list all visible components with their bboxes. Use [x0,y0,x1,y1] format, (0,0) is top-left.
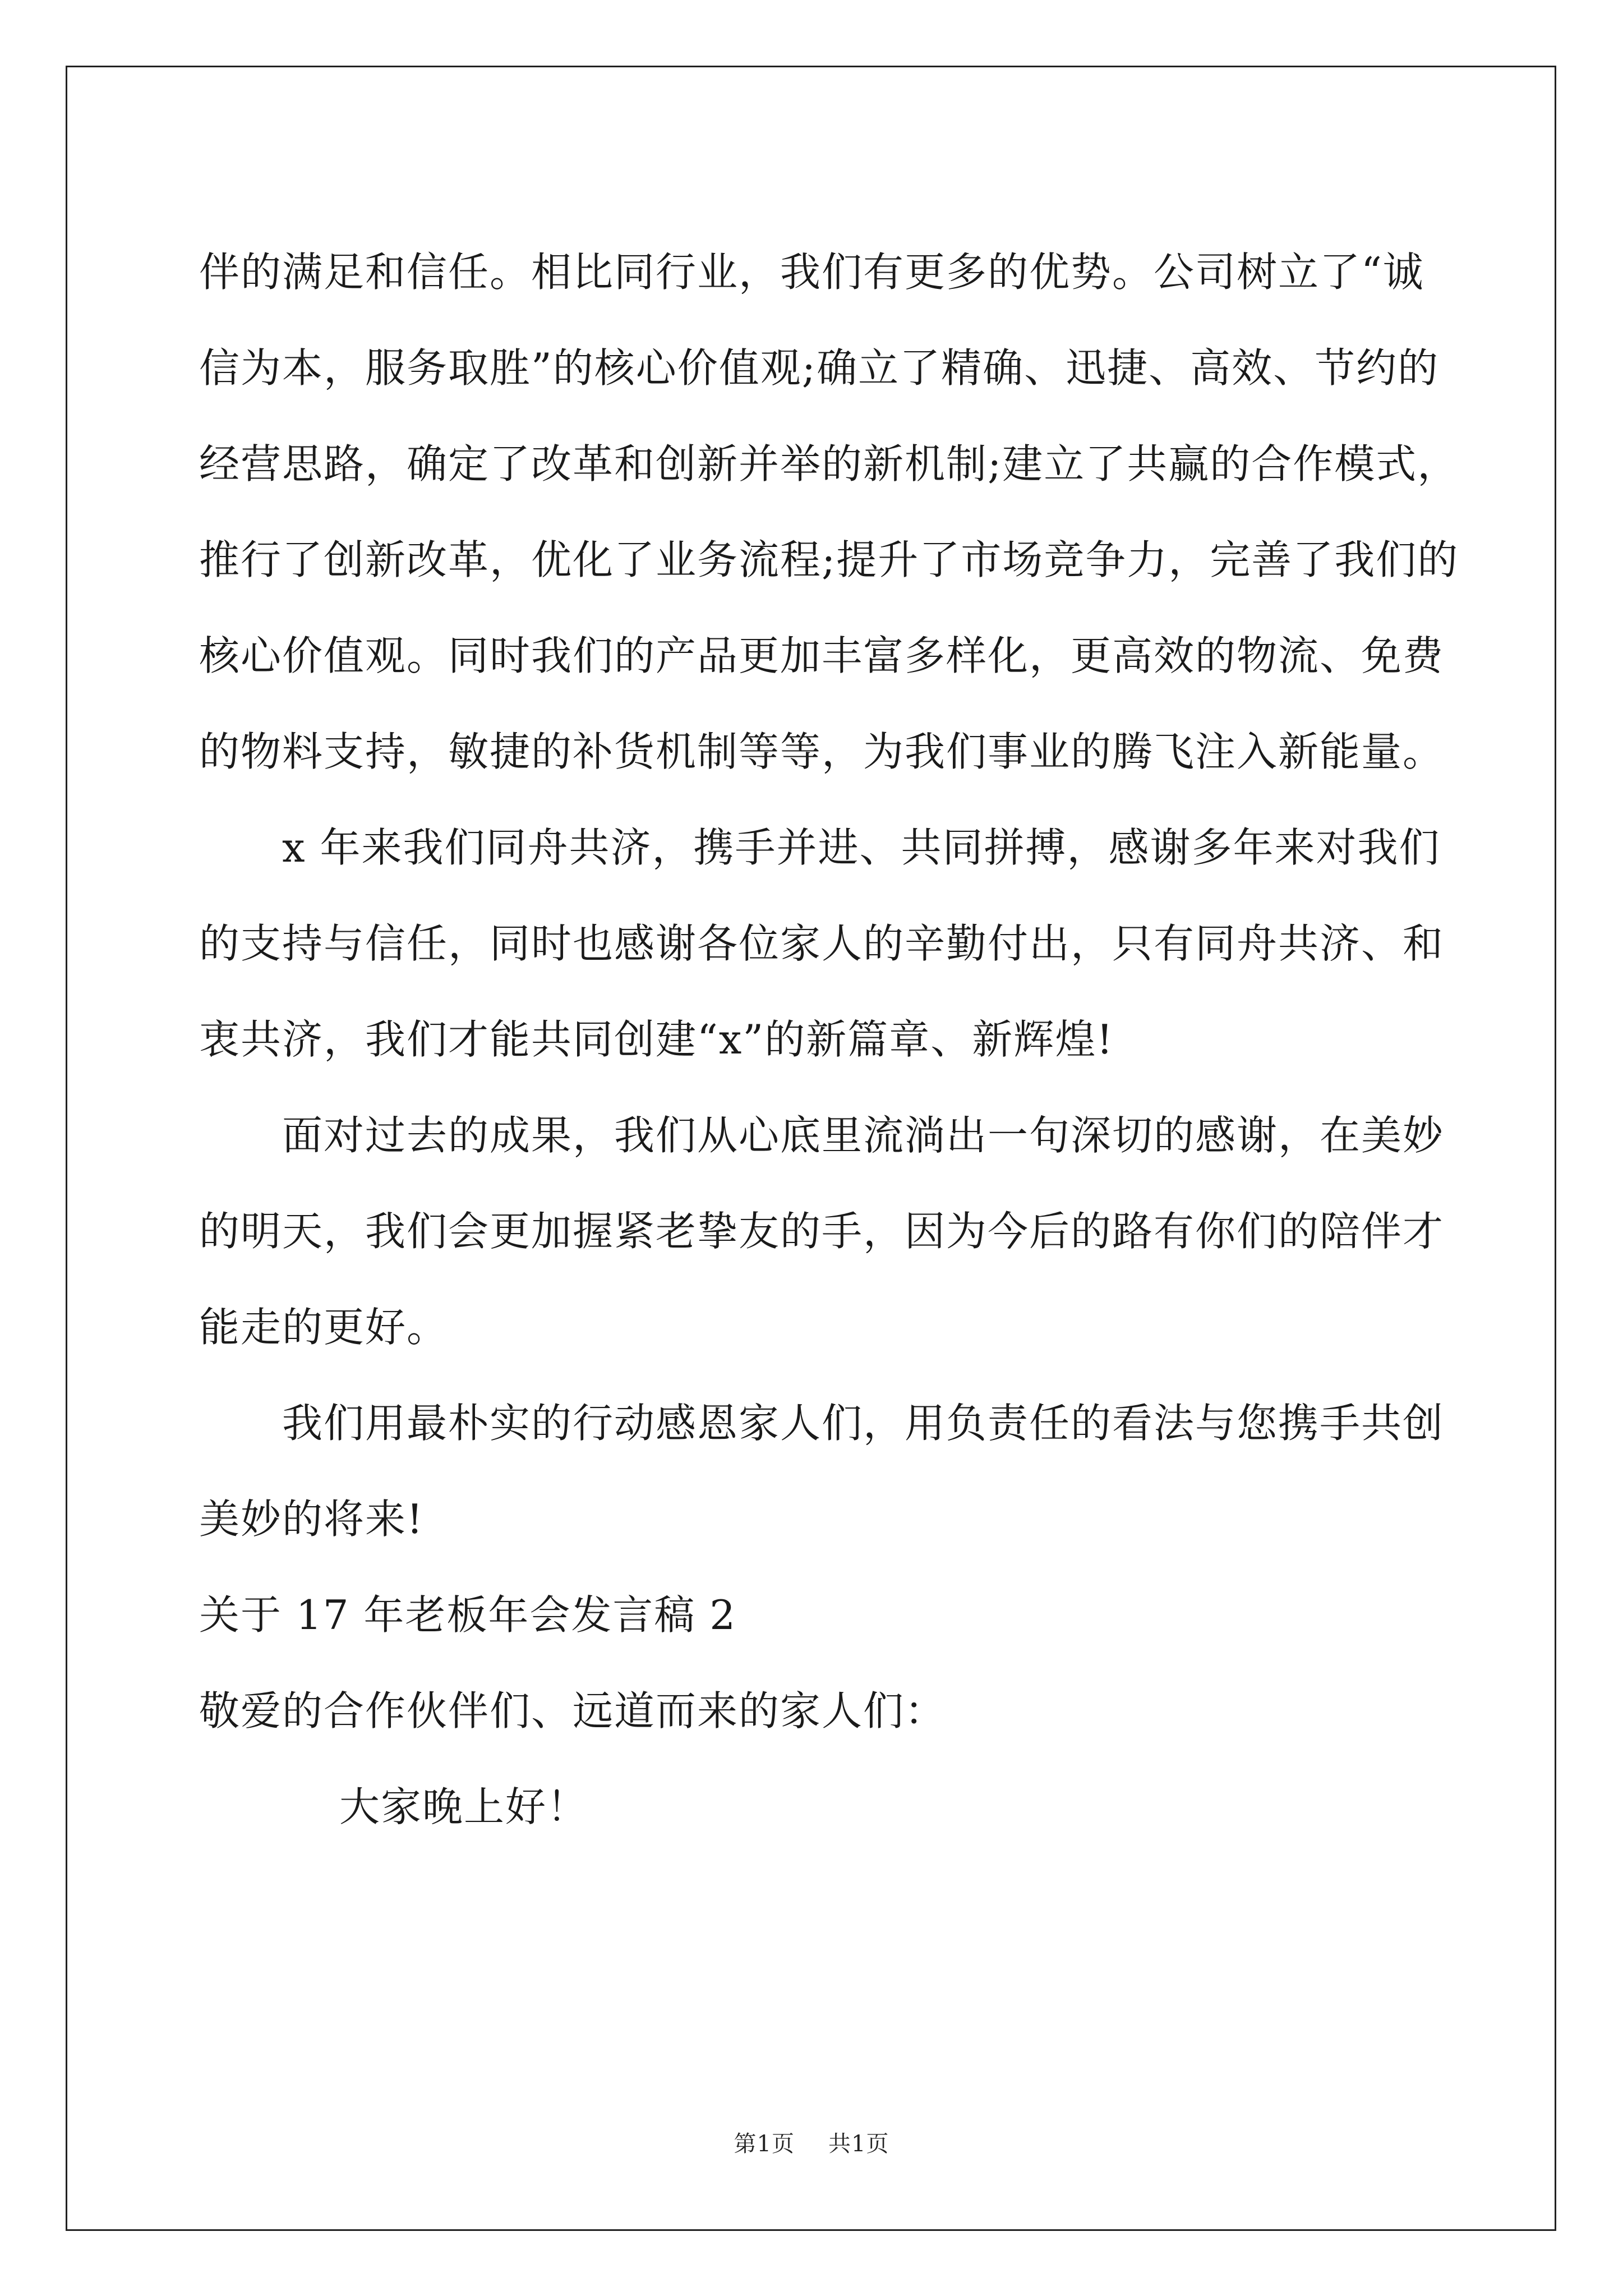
paragraph-line: x 年来我们同舟共济，携手并进、共同拼搏，感谢多年来对我们 [282,824,1441,871]
salutation: 敬爱的合作伙伴们、远道而来的家人们： [199,1687,947,1734]
document-body [199,224,1459,1855]
paragraph-line: 推行了创新改革，优化了业务流程;提升了市场竞争力，完善了我们的 [199,536,1459,583]
paragraph-line: 经营思路，确定了改革和创新并举的新机制;建立了共赢的合作模式， [199,440,1459,487]
paragraph-line: 的物料支持，敏捷的补货机制等等，为我们事业的腾飞注入新能量。 [199,728,1445,775]
paragraph-line: 我们用最朴实的行动感恩家人们，用负责任的看法与您携手共创 [282,1400,1445,1447]
paragraph-line: 伴的满足和信任。相比同行业，我们有更多的优势。公司树立了“诚 [199,249,1424,296]
paragraph-line: 信为本，服务取胜”的核心价值观;确立了精确、迅捷、高效、节约的 [199,344,1440,392]
page-number: 第1页 [734,2131,795,2157]
greeting: 大家晚上好！ [339,1783,589,1830]
paragraph-line: 衷共济，我们才能共同创建“x”的新篇章、新辉煌! [199,1016,1114,1063]
page-footer [0,2126,1623,2158]
paragraph-line: 的支持与信任，同时也感谢各位家人的辛勤付出，只有同舟共济、和 [199,920,1445,967]
paragraph-line: 核心价值观。同时我们的产品更加丰富多样化，更高效的物流、免费 [199,632,1445,679]
paragraph-line: 面对过去的成果，我们从心底里流淌出一句深切的感谢，在美妙 [282,1112,1445,1159]
paragraph-line: 的明天，我们会更加握紧老挚友的手，因为今后的路有你们的陪伴才 [199,1208,1445,1255]
page-total: 共1页 [828,2131,889,2157]
section-heading: 关于 17 年老板年会发言稿 2 [199,1591,737,1639]
paragraph-line: 能走的更好。 [199,1304,449,1351]
paragraph-line: 美妙的将来! [199,1496,424,1543]
